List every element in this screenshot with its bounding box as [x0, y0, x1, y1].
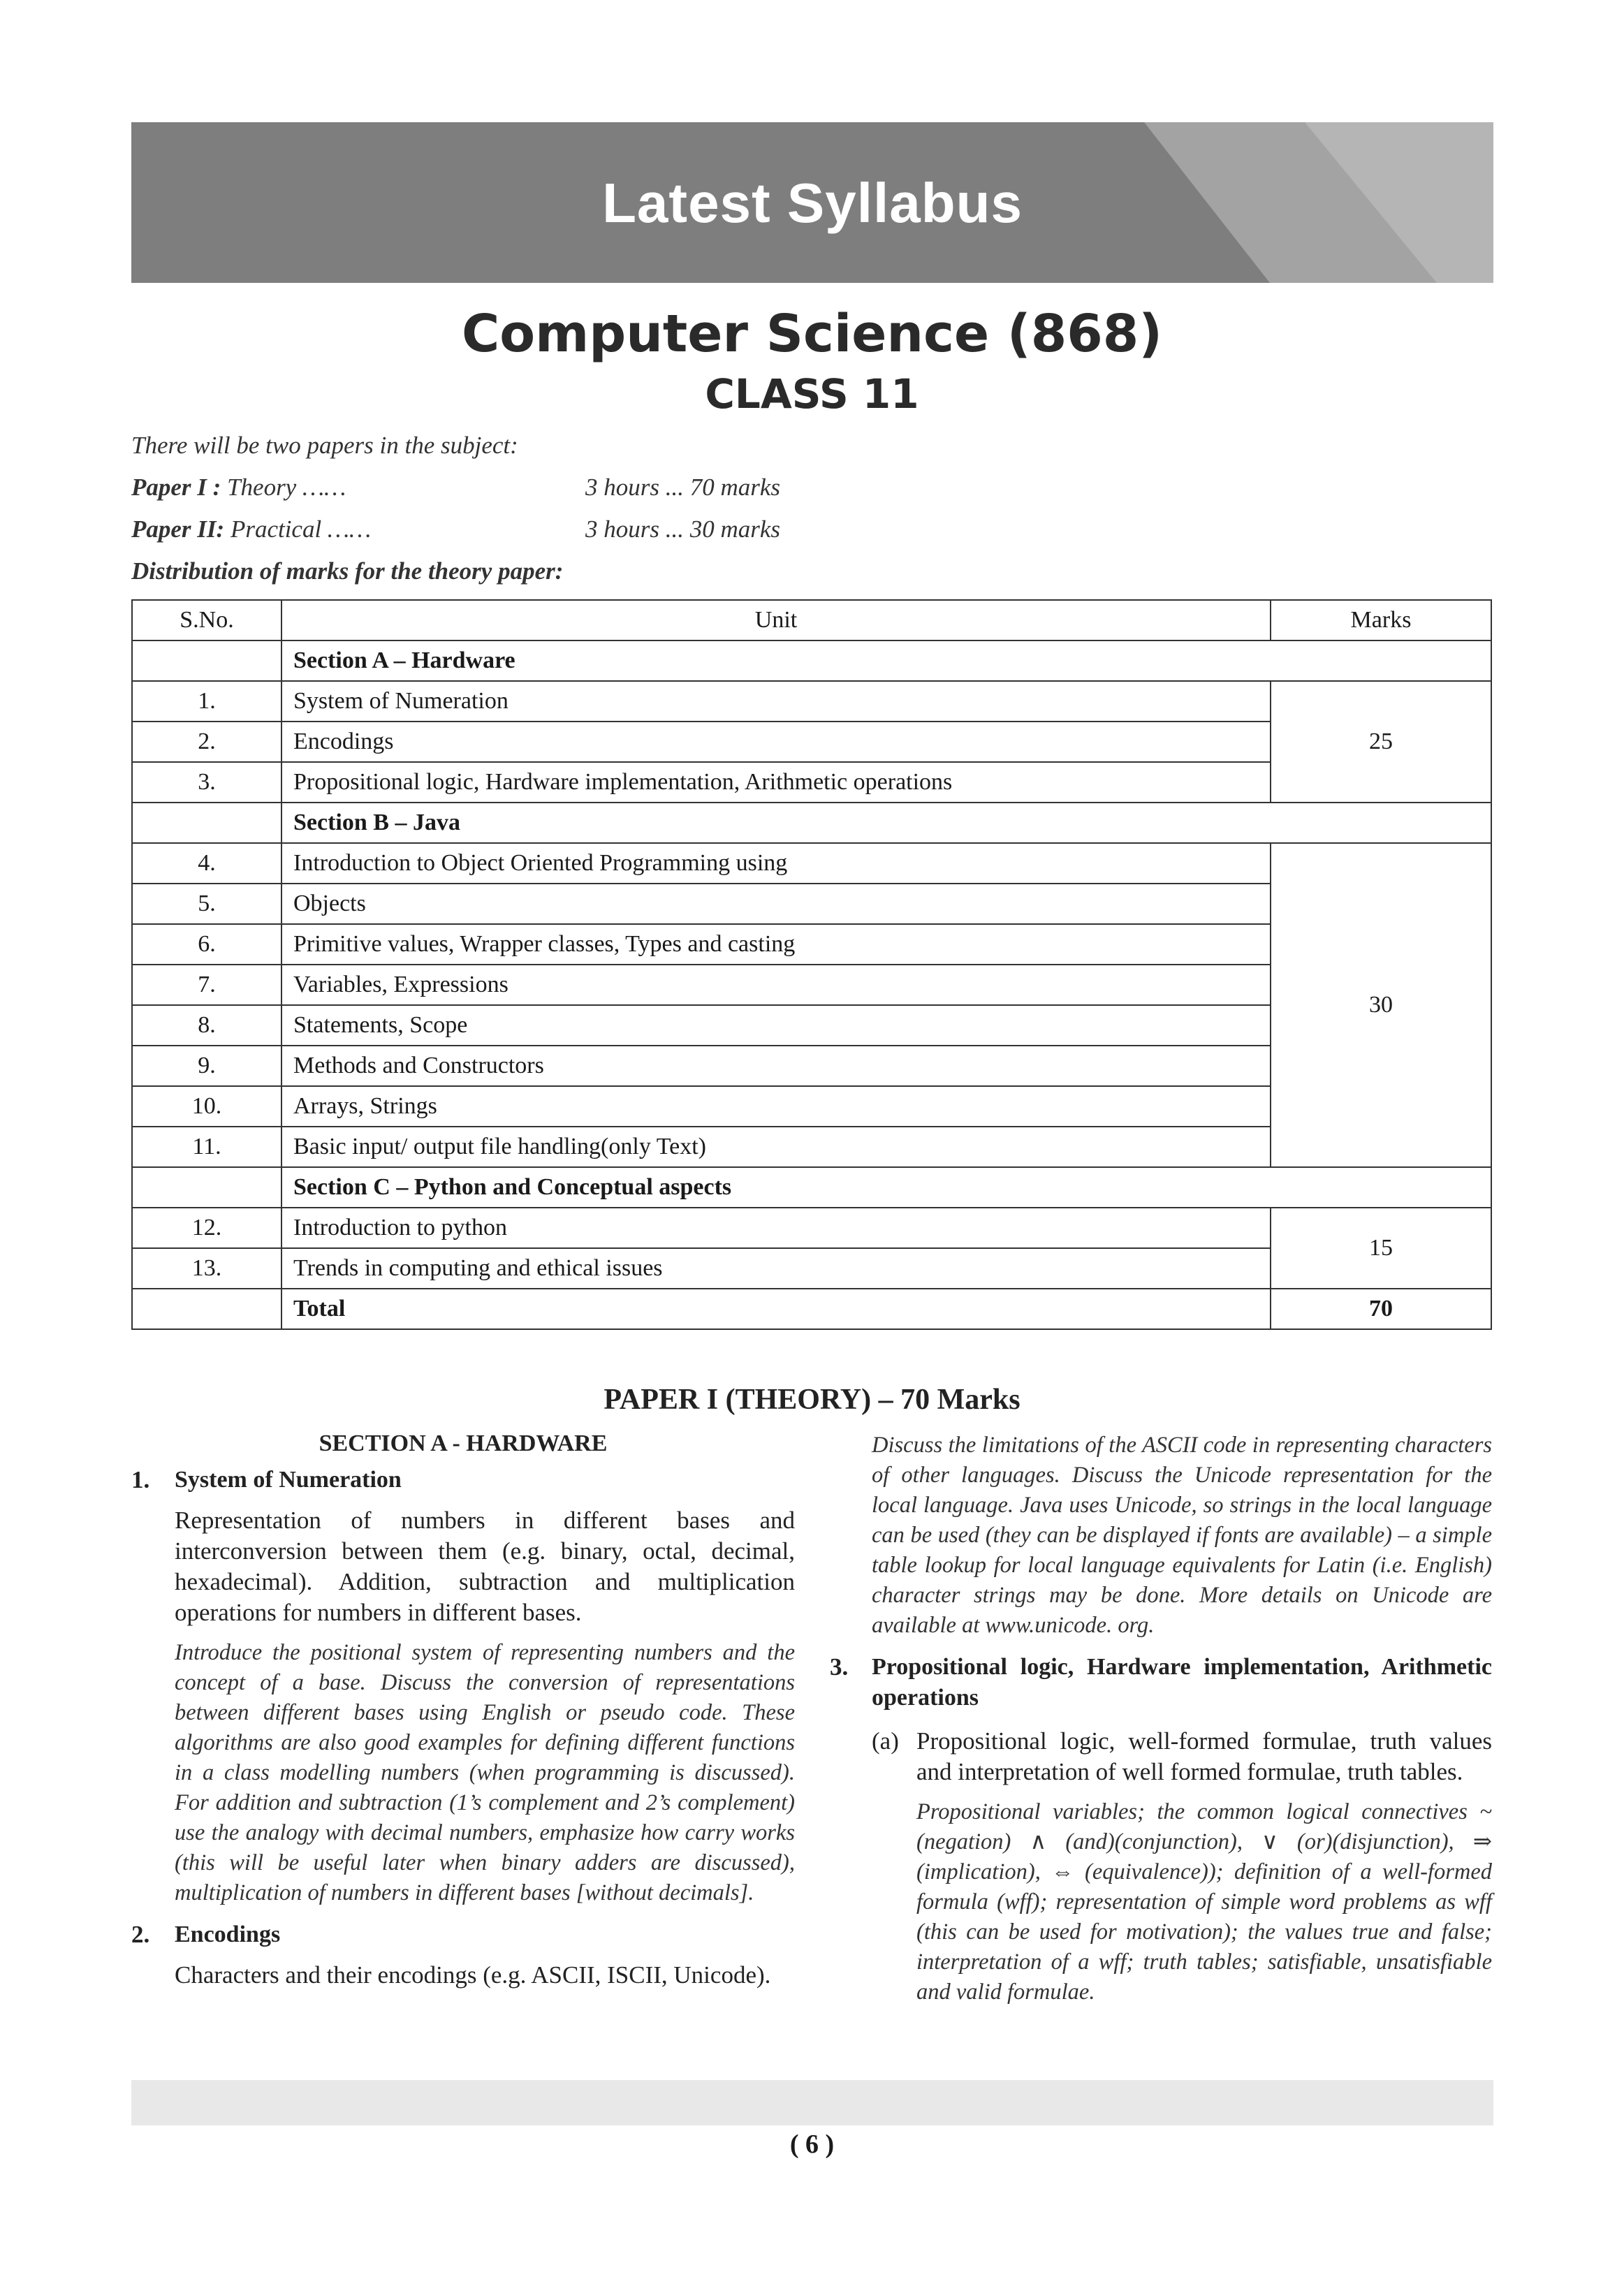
section-c-label: Section C – Python and Conceptual aspects	[281, 1167, 1491, 1208]
header-banner	[131, 122, 1493, 283]
section-row	[132, 1167, 1491, 1208]
table-cell-sno: 6.	[132, 924, 281, 965]
table-header-row	[132, 600, 1491, 640]
table-cell-unit: Introduction to Object Oriented Programming using	[281, 843, 1271, 884]
paper-heading: PAPER I (THEORY) – 70 Marks	[603, 1384, 1021, 1416]
table-cell-unit: Trends in computing and ethical issues	[281, 1248, 1271, 1289]
table-cell-sno: 9.	[132, 1046, 281, 1086]
item-note: Introduce the positional system of representing numbers and the concept of a base. Discuss the conversion of representations between different bases using English or pseudo code. These algorithms are also good examples for defining different functions in a class modelling numbers (when programming is discussed). For addition and subtraction (1’s complement and 2’s complement) use the analogy with decimal numbers, emphasize how carry works (this will be useful later when binary adders are discussed), multiplication of numbers in different bases [without decimals].	[175, 1640, 795, 1905]
paper2-text: Practical ……	[224, 515, 372, 543]
table-cell	[132, 1167, 281, 1208]
banner-title: Latest Syllabus	[602, 172, 1023, 234]
item-title: Encodings	[175, 1921, 281, 1947]
table-cell-unit: Arrays, Strings	[281, 1086, 1271, 1127]
item-note: Discuss the limitations of the ASCII code in representing characters of other languages. Discuss the Unicode representation for the local language. Java uses Unicode, so strings in the local language can be used (they can be displayed if fonts are available) – a simple table lookup for local language equivalents for Latin (i.e. English) character strings may be done. More details on Unicode are available at www.unicode. org.	[872, 1433, 1492, 1638]
section-row	[132, 803, 1491, 843]
section-a-label: Section A – Hardware	[281, 640, 1491, 681]
total-row	[132, 1289, 1491, 1329]
table-cell	[132, 640, 281, 681]
table-cell-unit: Objects	[281, 884, 1271, 924]
table-cell-unit: Statements, Scope	[281, 1005, 1271, 1046]
table-cell-sno: 7.	[132, 965, 281, 1005]
footer-bar	[131, 2080, 1493, 2125]
paper1-label: Paper I :	[131, 474, 221, 501]
table-row	[132, 681, 1491, 722]
header-marks: Marks	[1271, 600, 1491, 640]
section-row	[132, 640, 1491, 681]
item-title: Propositional logic, Hardware implementation, Arithmetic operations	[872, 1654, 1492, 1711]
table-cell-unit: Encodings	[281, 722, 1271, 762]
sub-item-a	[872, 1726, 1492, 2007]
item-1	[131, 1465, 795, 1908]
table-cell-sno: 1.	[132, 681, 281, 722]
item-text: Representation of numbers in different bases and interconversion between them (e.g. binary, octal, decimal, hexadecimal). Addition, subtraction and multiplication operations for numbers in different bases.	[175, 1507, 795, 1626]
table-cell-sno: 11.	[132, 1127, 281, 1167]
table-cell-unit: System of Numeration	[281, 681, 1271, 722]
subject-title: Computer Science (868)	[461, 304, 1163, 364]
table-cell-sno: 8.	[132, 1005, 281, 1046]
table-row	[132, 843, 1491, 884]
table-cell-unit: Methods and Constructors	[281, 1046, 1271, 1086]
table-cell-sno: 4.	[132, 843, 281, 884]
sub-item-note: Propositional variables; the common logical connectives ~ (negation) ∧ (and)(conjunction), ∨ (or)(disjunction), ⇒ (implication), ⇔ (equivalence)); definition of a well-formed formula (wff); representation of simple word problems as wff (this can be used for motivation); the values true and false; interpretation of a wff; truth tables; satisfiable, unsatisfiable and valid formulae.	[916, 1799, 1492, 2005]
table-cell	[132, 1289, 281, 1329]
paper1-duration: 3 hours ... 70 marks	[585, 474, 781, 501]
table-cell-unit: Propositional logic, Hardware implementation, Arithmetic operations	[281, 762, 1271, 803]
marks-cell-b: 30	[1271, 843, 1491, 1167]
table-cell-sno: 3.	[132, 762, 281, 803]
class-title: CLASS 11	[705, 370, 919, 418]
table-cell-sno: 5.	[132, 884, 281, 924]
paper1-line	[131, 474, 781, 502]
sub-item-text: Propositional logic, well-formed formulae, truth values and interpretation of well formed formulae, truth tables.	[916, 1727, 1492, 1785]
distribution-heading: Distribution of marks for the theory paper:	[131, 557, 564, 585]
page-number: ( 6 )	[789, 2130, 835, 2159]
left-column	[131, 1428, 795, 1991]
section-heading: SECTION A - HARDWARE	[319, 1430, 608, 1456]
table-cell-sno: 2.	[132, 722, 281, 762]
item-number: 1.	[131, 1466, 150, 1493]
table-cell-unit: Introduction to python	[281, 1208, 1271, 1248]
item-text: Characters and their encodings (e.g. ASCII, ISCII, Unicode).	[175, 1961, 771, 1989]
item-title: System of Numeration	[175, 1467, 402, 1493]
table-cell-sno: 12.	[132, 1208, 281, 1248]
item-number: 3.	[830, 1653, 849, 1681]
paper2-duration: 3 hours ... 30 marks	[585, 515, 781, 543]
paper2-label: Paper II:	[131, 515, 225, 543]
header-sno: S.No.	[132, 600, 281, 640]
item-number: 2.	[131, 1921, 150, 1948]
table-row	[132, 1208, 1491, 1248]
paper1-text: Theory ……	[221, 474, 346, 501]
section-b-label: Section B – Java	[281, 803, 1491, 843]
table-cell	[132, 803, 281, 843]
table-cell-unit: Variables, Expressions	[281, 965, 1271, 1005]
item-2	[131, 1919, 795, 1991]
table-cell-unit: Basic input/ output file handling(only Text)	[281, 1127, 1271, 1167]
marks-table	[131, 599, 1492, 1330]
table-cell-sno: 10.	[132, 1086, 281, 1127]
total-marks: 70	[1271, 1289, 1491, 1329]
header-unit: Unit	[281, 600, 1271, 640]
item-3	[830, 1652, 1492, 2007]
paper2-line	[131, 515, 781, 543]
table-cell-unit: Primitive values, Wrapper classes, Types and casting	[281, 924, 1271, 965]
table-cell-sno: 13.	[132, 1248, 281, 1289]
marks-cell-a: 25	[1271, 681, 1491, 803]
intro-line: There will be two papers in the subject:	[131, 432, 518, 459]
sub-item-label: (a)	[872, 1727, 899, 1755]
right-column	[830, 1430, 1492, 2007]
marks-cell-c: 15	[1271, 1208, 1491, 1289]
total-label: Total	[281, 1289, 1271, 1329]
